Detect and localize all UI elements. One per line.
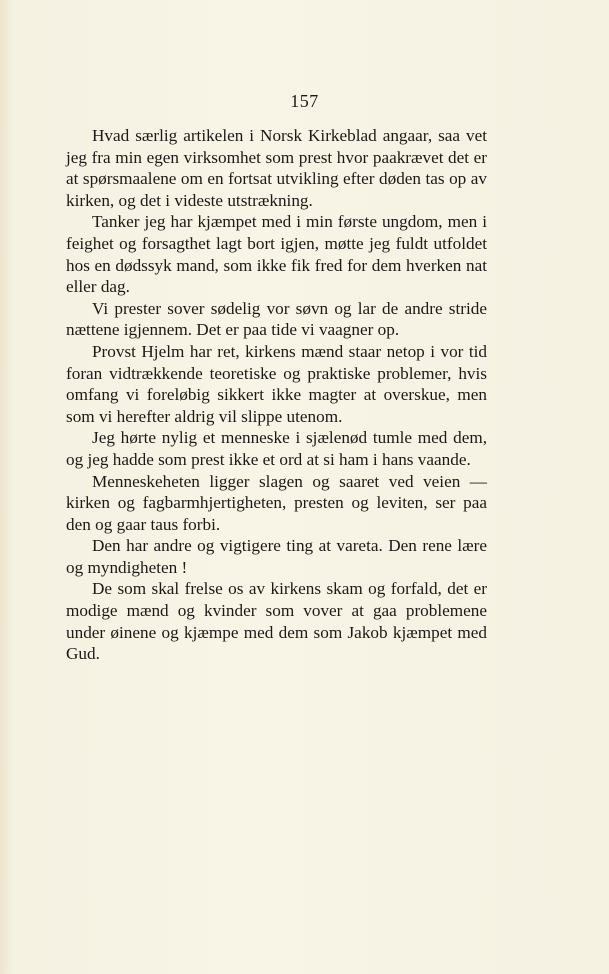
paragraph: Den har andre og vigtigere ting at vareta. Den rene lære og myndigheten ! xyxy=(66,536,487,577)
paragraph: Menneskeheten ligger slagen og saaret ved veien — kirken og fagbarmhjertigheten, presten og leviten, ser paa den og gaar taus forbi. xyxy=(66,471,487,534)
paragraph: De som skal frelse os av kirkens skam og forfald, det er modige mænd og kvinder som vover at gaa problemene under øinene og kjæmpe med dem som Jakob kjæmpet med Gud. xyxy=(66,579,487,664)
paragraph: Jeg hørte nylig et menneske i sjælenød tumle med dem, og jeg hadde som prest ikke et ord at si ham i hans vaande. xyxy=(66,428,487,469)
paragraph: Provst Hjelm har ret, kirkens mænd staar netop i vor tid foran vidtrækkende teoretiske og praktiske problemer, hvis omfang vi foreløbig sikkert ikke magter at overskue, men som vi herefter aldrig vil slippe utenom. xyxy=(66,341,487,426)
page-number: 157 xyxy=(290,91,319,111)
paragraph: Vi prester sover sødelig vor søvn og lar de andre stride nættene igjennem. Det er paa tide vi vaagner op. xyxy=(66,298,487,340)
paragraph: Hvad særlig artikelen i Norsk Kirkeblad angaar, saa vet jeg fra min egen virksomhet som prest hvor paakrævet det er at spørsmaalene om en fortsat utvikling efter døden tas op av kirken, og det i videste utstrækning. xyxy=(66,126,487,210)
paragraph: Tanker jeg har kjæmpet med i min første ungdom, men i feighet og forsagthet lagt bort igjen, møtte jeg fuldt utfoldet hos en dødssyk mand, som ikke fik fred for dem hverken nat eller dag. xyxy=(66,212,487,297)
body-text xyxy=(66,125,487,665)
